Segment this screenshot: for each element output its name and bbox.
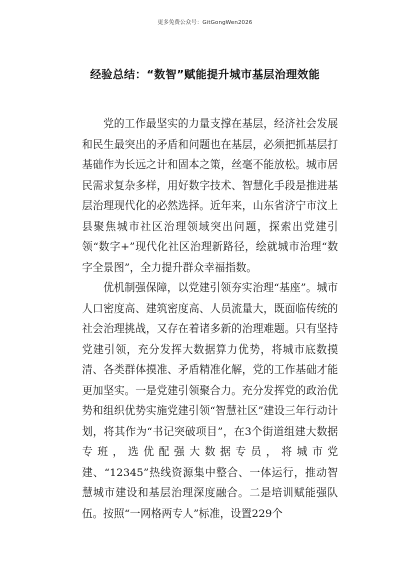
document-title: 经验总结：“数智”赋能提升城市基层治理效能	[90, 68, 320, 81]
document-body	[82, 114, 338, 524]
paragraph-2: 优机制强保障，以党建引领夯实治理“基座”。城市人口密度高、建筑密度高、人员流量大，既面临传统的社会治理挑战，又存在着诸多新的治理难题。只有坚持党建引领，充分发挥大数据算力优势，将城市底数摸清、各类群体摸准、矛盾精准化解，党的工作基础才能更加坚实。一是党建引领聚合力。充分发挥党的政治优势和组织优势实施党建引领“智慧社区”建设三年行动计划，将其作为“书记突破项目”，在3个街道组建大数据专班，选优配强大数据专员，将城市党建、“12345”热线资源集中整合、一体运行，推动智慧城市建设和基层治理深度融合。二是培训赋能强队伍。按照“一网格两专人”标准，设置229个	[82, 282, 338, 520]
header-note: 更多免费公众号：GitGongWen2026	[157, 20, 253, 26]
paragraph-1: 党的工作最坚实的力量支撑在基层，经济社会发展和民生最突出的矛盾和问题也在基层，必须把抓基层打基础作为长远之计和固本之策，丝毫不能放松。城市居民需求复杂多样，用好数字技术、智慧化手段是推进基层治理现代化的必然选择。近年来，山东省济宁市汶上县聚焦城市社区治理领域突出问题，探索出党建引领“数字+”现代化社区治理新路径，绘就城市治理“数字全景图”，全力提升群众幸福指数。	[82, 118, 338, 274]
